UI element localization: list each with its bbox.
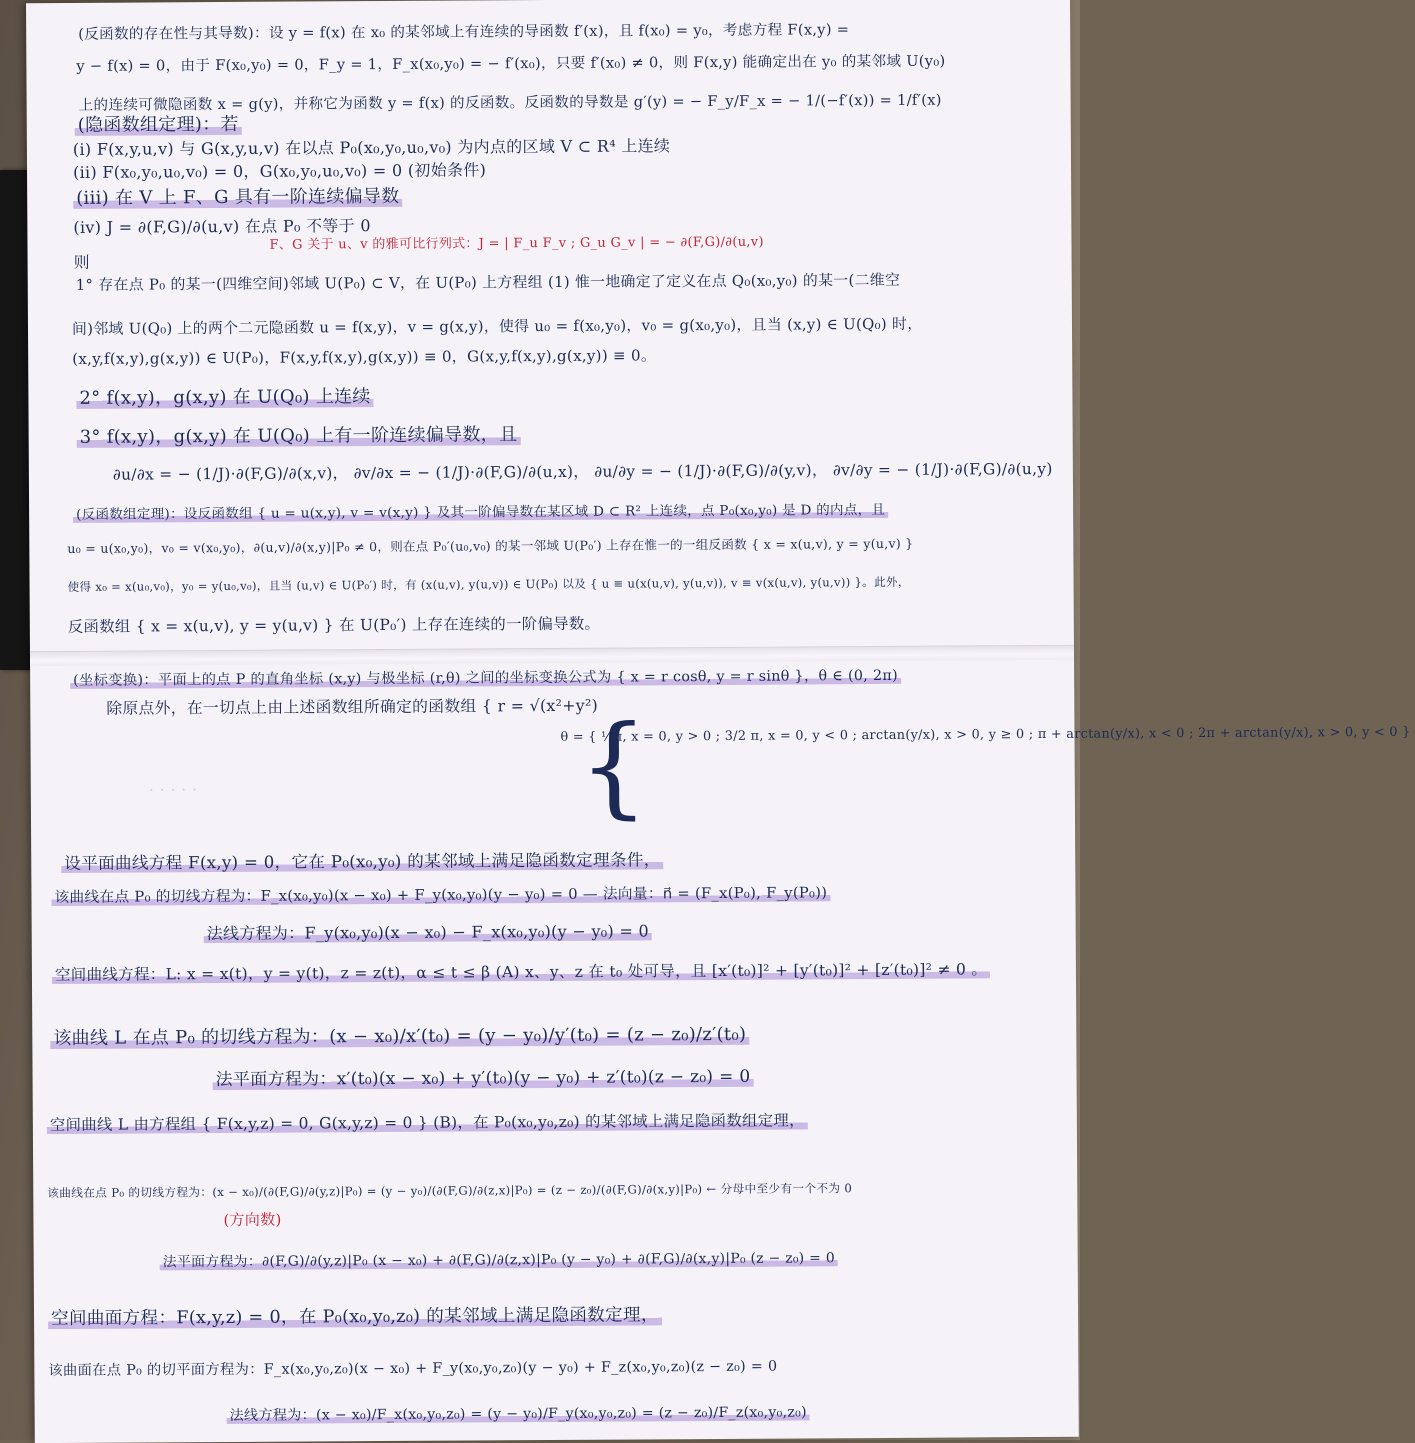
coordinate-transform-heading: (坐标变换)：平面上的点 P 的直角坐标 (x,y) 与极坐标 (r,θ) 之间的坐标变换公式为 { x = r cosθ, y = r sinθ }，θ ∈ (0, 2π): [70, 666, 901, 691]
theta-piecewise: θ = { ½π, x = 0, y > 0 ; 3/2 π, x = 0, y < 0 ; arctan(y/x), x > 0, y ≥ 0 ; π + arctan(y/x), x < 0 ; 2π + arctan(y/x), x > 0, y < 0 }: [560, 724, 1411, 745]
space-curve-a-tangent: 该曲线 L 在点 P₀ 的切线方程为：(x − x₀)/x′(t₀) = (y − y₀)/y′(t₀) = (z − z₀)/z′(t₀): [50, 1024, 749, 1050]
partial-derivative-formulas: ∂u/∂x = − (1/J)·∂(F,G)/∂(x,v)， ∂v/∂x = − (1/J)·∂(F,G)/∂(u,x)， ∂u/∂y = − (1/J)·∂(F,G)/∂(y,v)， ∂v/∂y = − (1/J)·∂(F,G)/∂(u,y): [112, 459, 1053, 484]
inverse-system-line-3: 使得 x₀ = x(u₀,v₀)，y₀ = y(u₀,v₀)，且当 (u,v) ∈ U(P₀′) 时，有 (x(u,v), y(u,v)) ∈ U(P₀) 以及 { u ≡ u(x(u,v), y(u,v)), v ≡ v(x(u,v), y(u,v)) }。此外，: [67, 574, 910, 594]
direction-numbers-note: (方向数): [223, 1210, 282, 1230]
condition-iii: (iii) 在 V 上 F、G 具有一阶连续偏导数: [73, 186, 402, 210]
plane-curve-line-1: 设平面曲线方程 F(x,y) = 0，它在 P₀(x₀,y₀) 的某邻域上满足隐函数定理条件，: [61, 849, 663, 875]
space-surface-normal-line: 法线方程为：(x − x₀)/F_x(x₀,y₀,z₀) = (y − y₀)/F_y(x₀,y₀,z₀) = (z − z₀)/F_z(x₀,y₀,z₀): [227, 1402, 810, 1426]
conclusion-1-line-1: 1° 存在点 P₀ 的某一(四维空间)邻域 U(P₀) ⊂ V，在 U(P₀) 上方程组 (1) 惟一地确定了定义在点 Q₀(x₀,y₀) 的某一(二维空: [75, 270, 901, 294]
inverse-system-line-1: (反函数组定理)：设反函数组 { u = u(x,y), v = v(x,y) } 及其一阶偏导数在某区域 D ⊂ R² 上连续，点 P₀(x₀,y₀) 是 D 的内点，且: [73, 500, 888, 525]
plane-curve-tangent: 该曲线在点 P₀ 的切线方程为：F_x(x₀,y₀)(x − x₀) + F_y(x₀,y₀)(y − y₀) = 0 — 法向量：n⃗ = (F_x(P₀), F_y(P₀)): [51, 883, 830, 908]
condition-i: (i) F(x,y,u,v) 与 G(x,y,u,v) 在以点 P₀(x₀,y₀,u₀,v₀) 为内点的区域 V ⊂ R⁴ 上连续: [72, 136, 671, 159]
faint-watermark: · · · · ·: [148, 780, 198, 800]
coordinate-transform-line-2: 除原点外，在一切点上由上述函数组所确定的函数组 { r = √(x²+y²): [106, 695, 599, 718]
inverse-system-line-2: u₀ = u(x₀,y₀)，v₀ = v(x₀,y₀)，∂(u,v)/∂(x,y)|P₀ ≠ 0，则在点 P₀′(u₀,v₀) 的某一邻域 U(P₀′) 上存在惟一的一组反函数 { x = x(u,v), y = y(u,v) }: [67, 535, 914, 556]
plane-curve-normal: 法线方程为：F_y(x₀,y₀)(x − x₀) − F_x(x₀,y₀)(y − y₀) = 0: [204, 921, 652, 944]
conclusion-3: 3° f(x,y)，g(x,y) 在 U(Q₀) 上有一阶连续偏导数，且: [77, 424, 521, 449]
conclusion-1-line-2: 间)邻域 U(Q₀) 上的两个二元隐函数 u = f(x,y)，v = g(x,y)，使得 u₀ = f(x₀,y₀)，v₀ = g(x₀,y₀)，且当 (x,y) ∈ U(Q₀) 时，: [71, 314, 923, 338]
condition-iv: (iv) J = ∂(F,G)/∂(u,v) 在点 P₀ 不等于 0: [73, 216, 371, 237]
inverse-function-line-3: 上的连续可微隐函数 x = g(y)，并称它为函数 y = f(x) 的反函数。反函数的导数是 g′(y) = − F_y/F_x = − 1/(−f′(x)) = 1/f′(x): [78, 91, 942, 114]
inverse-system-line-4: 反函数组 { x = x(u,v), y = y(u,v) } 在 U(P₀′) 上存在连续的一阶偏导数。: [67, 614, 601, 636]
space-surface-tangent-plane: 该曲面在点 P₀ 的切平面方程为：F_x(x₀,y₀,z₀)(x − x₀) + F_y(x₀,y₀,z₀)(y − y₀) + F_z(x₀,y₀,z₀)(z − z₀) = 0: [48, 1358, 778, 1380]
conclusion-2: 2° f(x,y)，g(x,y) 在 U(Q₀) 上连续: [76, 386, 373, 410]
conclusion-1-line-3: (x,y,f(x,y),g(x,y)) ∈ U(P₀)，F(x,y,f(x,y),g(x,y)) ≡ 0，G(x,y,f(x,y),g(x,y)) ≡ 0。: [72, 346, 657, 368]
space-surface-line: 空间曲面方程：F(x,y,z) = 0，在 P₀(x₀,y₀,z₀) 的某邻域上满足隐函数定理，: [48, 1304, 662, 1330]
implicit-system-heading: (隐函数组定理)：若: [75, 114, 242, 137]
inverse-function-line-2: y − f(x) = 0，由于 F(x₀,y₀) = 0，F_y = 1，F_x(x₀,y₀) = − f′(x₀)，只要 f′(x₀) ≠ 0，则 F(x,y) 能确定出在 y₀ 的某邻域 U(y₀): [76, 52, 946, 75]
theta-piecewise-brace: {: [578, 701, 650, 830]
space-curve-b-tangent: 该曲线在点 P₀ 的切线方程为：(x − x₀)/(∂(F,G)/∂(y,z)|P₀) = (y − y₀)/(∂(F,G)/∂(z,x)|P₀) = (z − z₀)/(∂(F,G)/∂(x,y)|P₀) ← 分母中至少有一个不为 0: [47, 1181, 853, 1201]
handwritten-notes-sheet: [26, 0, 1411, 1443]
jacobian-note: F、G 关于 u、v 的雅可比行列式：J = | F_u F_v ; G_u G_v | = − ∂(F,G)/∂(u,v): [269, 234, 764, 253]
paper-fold-crease: [30, 645, 1074, 666]
space-curve-b-line: 空间曲线 L 由方程组 { F(x,y,z) = 0, G(x,y,z) = 0 } (B)，在 P₀(x₀,y₀,z₀) 的某邻域上满足隐函数组定理，: [47, 1110, 808, 1135]
space-curve-b-normal-plane: 法平面方程为：∂(F,G)/∂(y,z)|P₀ (x − x₀) + ∂(F,G)/∂(z,x)|P₀ (y − y₀) + ∂(F,G)/∂(x,y)|P₀ (z − z₀) = 0: [160, 1248, 838, 1272]
then-label: 则: [73, 252, 90, 272]
space-curve-a-line: 空间曲线方程：L: x = x(t)，y = y(t)，z = z(t)，α ≤ t ≤ β (A) x、y、z 在 t₀ 处可导，且 [x′(t₀)]² + [y′(t₀)]² + [z′(t₀)]² ≠ 0 。: [52, 959, 990, 985]
space-curve-a-normal-plane: 法平面方程为：x′(t₀)(x − x₀) + y′(t₀)(y − y₀) + z′(t₀)(z − z₀) = 0: [213, 1067, 754, 1090]
inverse-function-line-1: (反函数的存在性与其导数)：设 y = f(x) 在 x₀ 的某邻域上有连续的导函数 f′(x)，且 f(x₀) = y₀，考虑方程 F(x,y) =: [78, 21, 850, 43]
condition-ii: (ii) F(x₀,y₀,u₀,v₀) = 0，G(x₀,y₀,u₀,v₀) = 0 (初始条件): [72, 160, 487, 182]
